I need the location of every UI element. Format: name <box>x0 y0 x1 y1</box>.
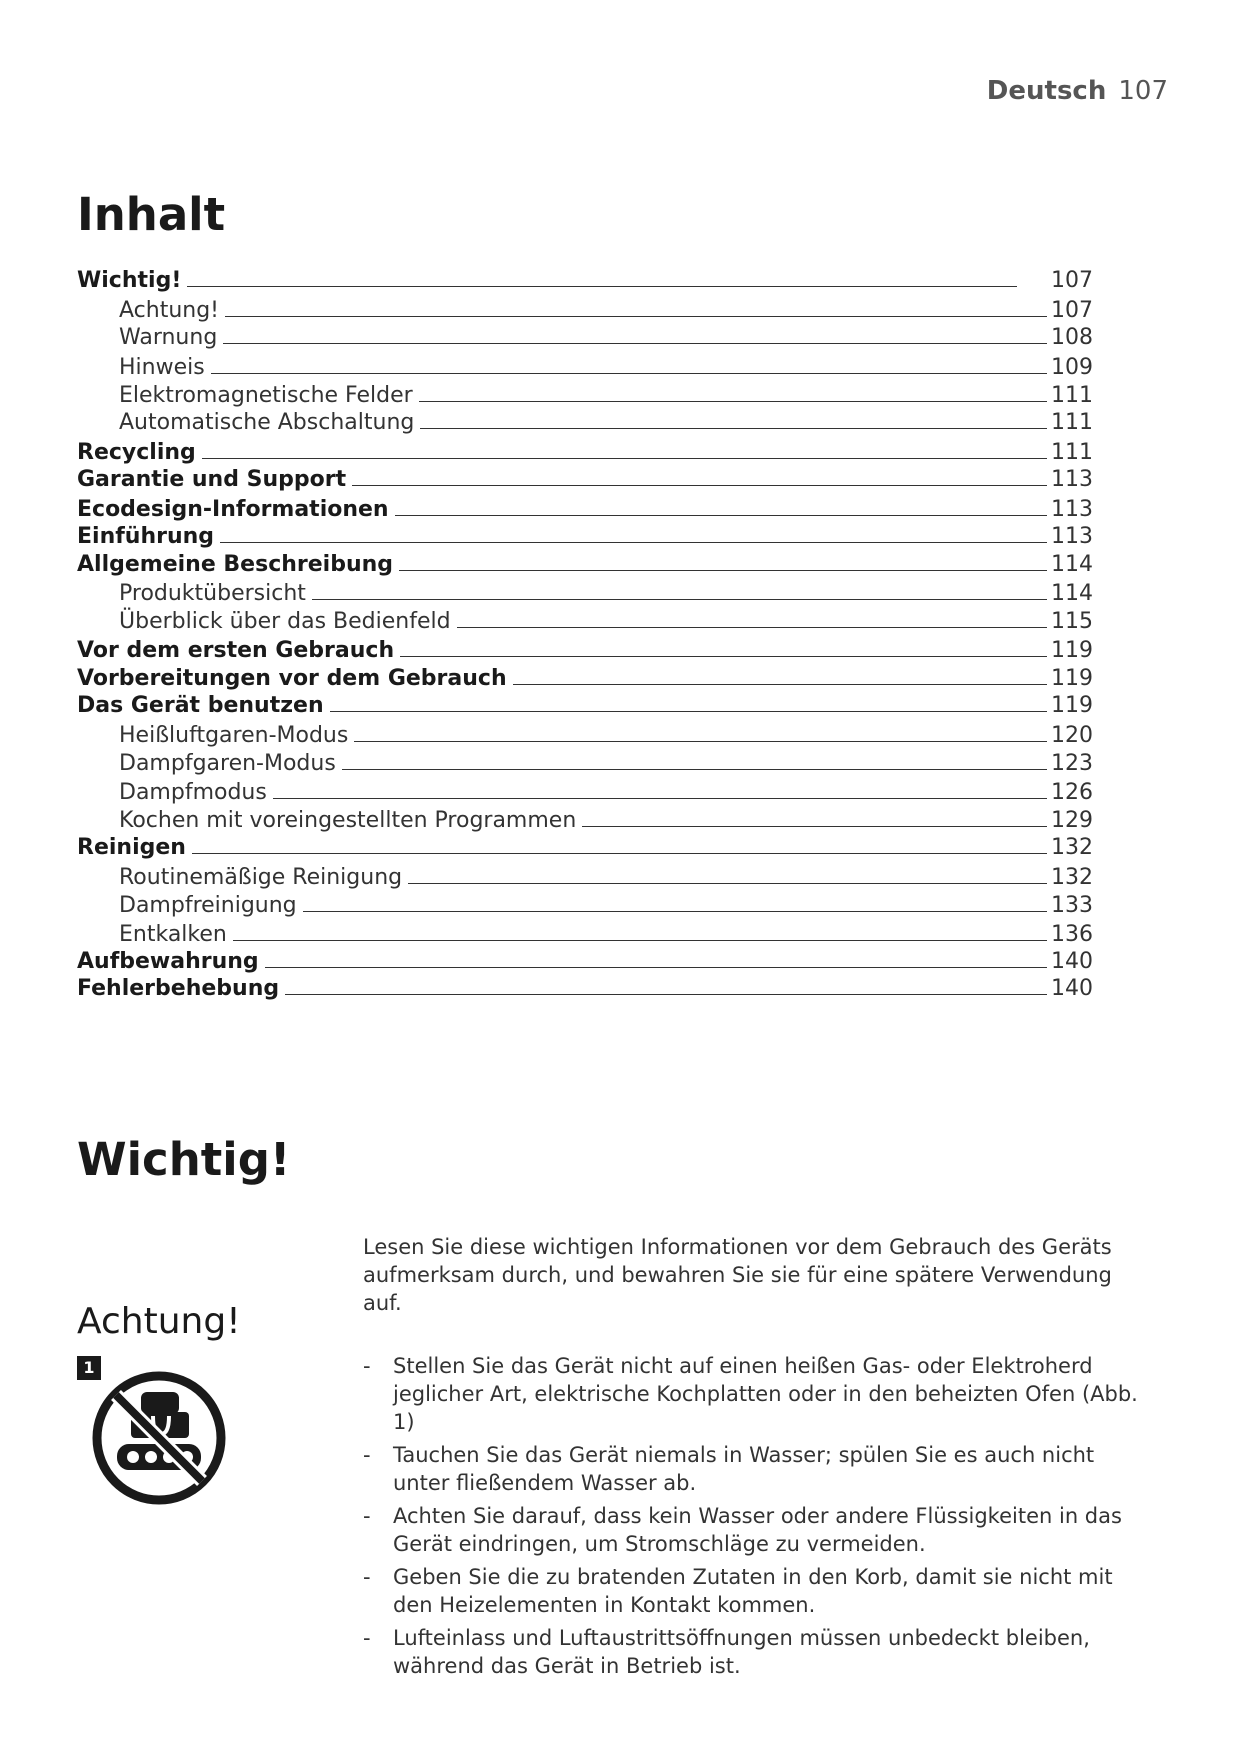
toc-entry-page: 109 <box>1051 355 1093 380</box>
toc-entry-page: 111 <box>1051 440 1093 465</box>
toc-entry[interactable] <box>119 860 1093 890</box>
list-item <box>363 1563 1153 1619</box>
no-hot-surface-icon <box>83 1356 233 1506</box>
toc-entry-page: 140 <box>1051 976 1093 1001</box>
toc-entry-label: Das Gerät benutzen <box>77 693 324 718</box>
figure-number: 1 <box>77 1356 101 1380</box>
toc-entry-page: 123 <box>1051 751 1093 776</box>
header-page-number: 107 <box>1118 76 1168 106</box>
toc-entry-page: 120 <box>1051 723 1093 748</box>
list-item-text: Geben Sie die zu bratenden Zutaten in den Korb, damit sie nicht mit den Heizelementen in Kontakt kommen. <box>393 1565 1113 1617</box>
toc-entry[interactable] <box>119 803 1093 833</box>
toc-entry-page: 132 <box>1051 835 1093 860</box>
toc-entry-page: 133 <box>1051 893 1093 918</box>
list-item-text: Tauchen Sie das Gerät niemals in Wasser; spülen Sie es auch nicht unter fließendem Wasser ab. <box>393 1443 1095 1495</box>
toc-entry-label: Vorbereitungen vor dem Gebrauch <box>77 666 507 691</box>
toc-entry-page: 108 <box>1051 325 1093 350</box>
toc-entry-page: 115 <box>1051 609 1093 634</box>
toc-entry[interactable] <box>77 830 1093 860</box>
list-item <box>363 1502 1153 1558</box>
toc-entry-page: 119 <box>1051 638 1093 663</box>
toc-entry[interactable] <box>77 633 1093 663</box>
toc-entry-page: 107 <box>1051 268 1093 293</box>
toc-entry-page: 111 <box>1051 410 1093 435</box>
toc-entry[interactable] <box>77 435 1093 465</box>
toc-leader-line <box>211 373 1047 374</box>
toc-entry-page: 119 <box>1051 693 1093 718</box>
toc-entry-label: Einführung <box>77 524 215 549</box>
toc-entry-label: Produktübersicht <box>119 581 306 606</box>
header-language: Deutsch <box>986 76 1107 106</box>
page-header <box>987 76 1168 106</box>
toc-entry[interactable] <box>77 971 1093 1001</box>
bullet-dash: - <box>363 1354 371 1378</box>
toc-entry[interactable] <box>77 547 1093 577</box>
toc-entry-label: Warnung <box>119 325 218 350</box>
toc-title: Inhalt <box>77 188 226 241</box>
toc-entry-page: 140 <box>1051 949 1093 974</box>
toc-entry-page: 114 <box>1051 552 1093 577</box>
toc-entry-label: Automatische Abschaltung <box>119 410 415 435</box>
toc-entry-page: 114 <box>1051 581 1093 606</box>
toc-entry-label: Garantie und Support <box>77 467 347 492</box>
toc-entry[interactable] <box>119 746 1093 776</box>
toc-entry-label: Überblick über das Bedienfeld <box>119 609 451 634</box>
toc-entry-label: Recycling <box>77 440 196 465</box>
achtung-list <box>363 1352 1153 1685</box>
toc-entry-label: Ecodesign-Informationen <box>77 497 389 522</box>
toc-leader-line <box>582 826 1047 827</box>
toc-entry[interactable] <box>119 604 1093 634</box>
toc-entry[interactable] <box>119 405 1093 435</box>
toc-leader-line <box>285 994 1047 995</box>
toc-entry-page: 107 <box>1051 298 1093 323</box>
toc-leader-line <box>192 853 1047 854</box>
toc-entry-page: 113 <box>1051 524 1093 549</box>
toc-entry[interactable] <box>119 917 1093 947</box>
toc-entry[interactable] <box>119 293 1093 323</box>
toc-leader-line <box>312 599 1047 600</box>
toc-leader-line <box>395 515 1047 516</box>
toc-entry-page: 111 <box>1051 383 1093 408</box>
toc-leader-line <box>420 428 1047 429</box>
toc-leader-line <box>273 798 1047 799</box>
toc-entry[interactable] <box>77 462 1093 492</box>
toc-entry-page: 126 <box>1051 780 1093 805</box>
toc-entry-label: Fehlerbehebung <box>77 976 280 1001</box>
toc-entry-page: 119 <box>1051 666 1093 691</box>
toc-entry[interactable] <box>77 661 1093 691</box>
toc-entry-label: Wichtig! <box>77 268 182 293</box>
toc-entry[interactable] <box>77 492 1093 522</box>
bullet-dash: - <box>363 1443 371 1467</box>
wichtig-intro: Lesen Sie diese wichtigen Informationen vor dem Gebrauch des Geräts aufmerksam durch, und bewahren Sie sie für eine spätere Verwendung auf. <box>363 1235 1112 1315</box>
toc-entry-label: Dampfgaren-Modus <box>119 751 336 776</box>
toc-leader-line <box>457 627 1047 628</box>
toc-leader-line <box>513 684 1047 685</box>
toc-entry-label: Entkalken <box>119 922 227 947</box>
toc-leader-line <box>265 967 1047 968</box>
toc-entry-page: 113 <box>1051 467 1093 492</box>
toc-entry[interactable] <box>77 944 1093 974</box>
toc-entry-label: Dampfreinigung <box>119 893 297 918</box>
bullet-dash: - <box>363 1504 371 1528</box>
list-item-text: Stellen Sie das Gerät nicht auf einen heißen Gas- oder Elektroherd jeglicher Art, elektrische Kochplatten oder in den beheizten Ofen (Abb. 1) <box>393 1354 1138 1434</box>
bullet-dash: - <box>363 1626 371 1650</box>
toc-entry[interactable] <box>119 350 1093 380</box>
toc-entry[interactable] <box>119 775 1093 805</box>
list-item-text: Lufteinlass und Luftaustrittsöffnungen müssen unbedeckt bleiben, während das Gerät in Betrieb ist. <box>393 1626 1090 1678</box>
toc-leader-line <box>354 741 1047 742</box>
toc-entry-page: 129 <box>1051 808 1093 833</box>
toc-entry-label: Hinweis <box>119 355 205 380</box>
toc-entry-label: Vor dem ersten Gebrauch <box>77 638 395 663</box>
toc-entry[interactable] <box>77 688 1093 718</box>
toc-leader-line <box>408 883 1047 884</box>
toc-entry-page: 113 <box>1051 497 1093 522</box>
wichtig-heading: Wichtig! <box>77 1133 291 1186</box>
toc-entry[interactable] <box>119 378 1093 408</box>
toc-entry[interactable] <box>119 718 1093 748</box>
toc-leader-line <box>352 485 1047 486</box>
list-item <box>363 1352 1153 1436</box>
toc-entry-label: Aufbewahrung <box>77 949 259 974</box>
toc-leader-line <box>419 401 1047 402</box>
toc-entry[interactable] <box>77 263 1093 293</box>
toc-entry-page: 136 <box>1051 922 1093 947</box>
toc-leader-line <box>187 286 1017 287</box>
toc-leader-line <box>223 343 1047 344</box>
figure-1 <box>77 1356 237 1516</box>
toc-entry[interactable] <box>119 320 1093 350</box>
list-item-text: Achten Sie darauf, dass kein Wasser oder andere Flüssigkeiten in das Gerät eindringen, um Stromschläge zu vermeiden. <box>393 1504 1122 1556</box>
toc-entry-label: Allgemeine Beschreibung <box>77 552 394 577</box>
toc-leader-line <box>399 570 1047 571</box>
toc-leader-line <box>233 940 1047 941</box>
toc-leader-line <box>220 542 1047 543</box>
toc-entry-label: Achtung! <box>119 298 219 323</box>
toc-entry-label: Routinemäßige Reinigung <box>119 865 403 890</box>
toc-leader-line <box>400 656 1047 657</box>
toc-leader-line <box>342 769 1047 770</box>
list-item <box>363 1624 1153 1680</box>
toc-entry-label: Heißluftgaren-Modus <box>119 723 349 748</box>
toc-leader-line <box>202 458 1047 459</box>
toc-entry[interactable] <box>119 576 1093 606</box>
toc-entry-label: Elektromagnetische Felder <box>119 383 413 408</box>
toc-leader-line <box>330 711 1047 712</box>
bullet-dash: - <box>363 1565 371 1589</box>
toc-leader-line <box>225 316 1047 317</box>
toc-entry[interactable] <box>77 519 1093 549</box>
toc-entry-label: Kochen mit voreingestellten Programmen <box>119 808 577 833</box>
toc-entry-label: Reinigen <box>77 835 186 860</box>
toc-entry[interactable] <box>119 888 1093 918</box>
achtung-heading: Achtung! <box>77 1301 241 1342</box>
toc-entry-label: Dampfmodus <box>119 780 267 805</box>
toc-leader-line <box>303 911 1047 912</box>
list-item <box>363 1441 1153 1497</box>
toc-entry-page: 132 <box>1051 865 1093 890</box>
